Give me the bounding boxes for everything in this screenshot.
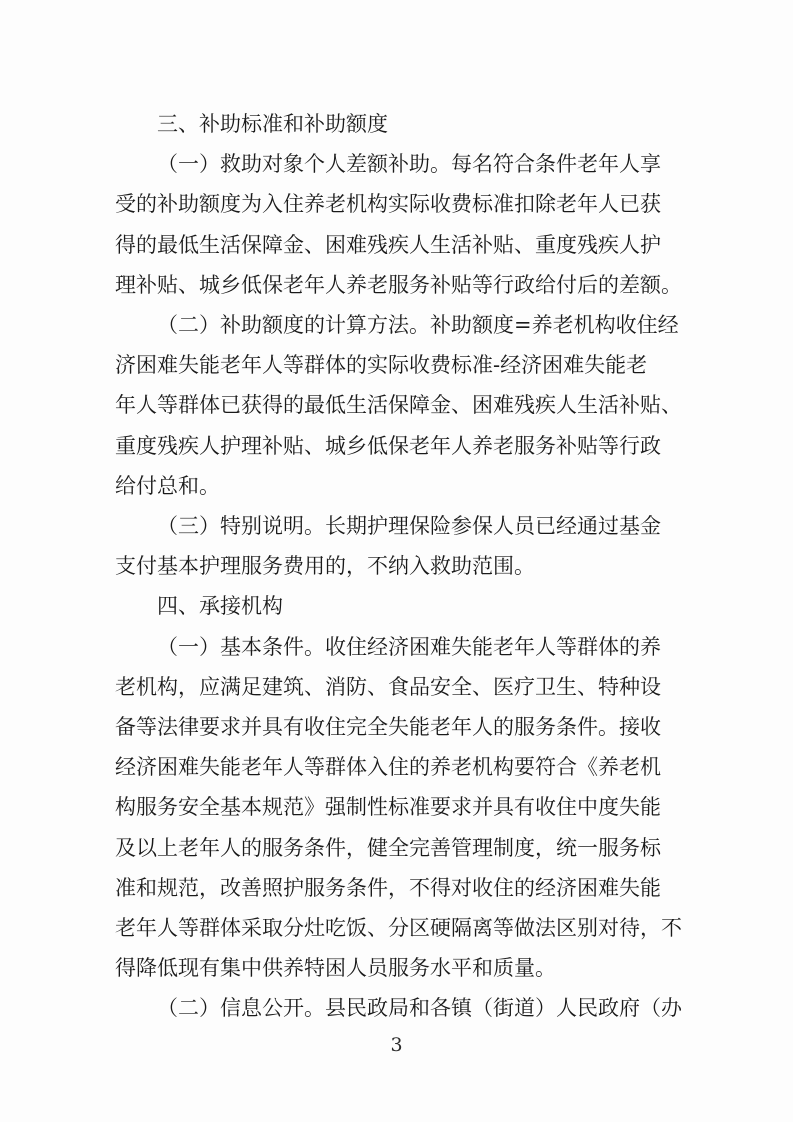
- paragraph-first-line: （一）救助对象个人差额补助。每名符合条件老年人享: [157, 152, 661, 177]
- section-heading: 三、补助标准和补助额度: [157, 112, 388, 136]
- paragraph-line: 给付总和。: [115, 473, 220, 498]
- paragraph-line: 老年人等群体采取分灶吃饭、分区硬隔离等做法区别对待，不: [115, 916, 682, 940]
- paragraph-line: 得的最低生活保障金、困难残疾人生活补贴、重度残疾人护: [115, 232, 661, 257]
- paragraph-line: 年人等群体已获得的最低生活保障金、困难残疾人生活补贴、: [115, 393, 682, 418]
- paragraph-line: 老机构，应满足建筑、消防、食品安全、医疗卫生、特种设: [115, 674, 661, 699]
- paragraph-line: 重度残疾人护理补贴、城乡低保老年人养老服务补贴等行政: [115, 433, 661, 458]
- paragraph-first-line: （三）特别说明。长期护理保险参保人员已经通过基金: [157, 514, 661, 538]
- paragraph-line: 受的补助额度为入住养老机构实际收费标准扣除老年人已获: [115, 192, 661, 217]
- paragraph-line: 备等法律要求并具有收住完全失能老年人的服务条件。接收: [115, 715, 661, 739]
- paragraph-first-line: （二）补助额度的计算方法。补助额度=养老机构收住经: [157, 313, 679, 337]
- page-number: 3: [390, 1034, 403, 1056]
- paragraph-line: 经济困难失能老年人等群体入住的养老机构要符合《养老机: [115, 755, 661, 780]
- paragraph-first-line: （一）基本条件。收住经济困难失能老年人等群体的养: [157, 634, 661, 659]
- paragraph-line: 理补贴、城乡低保老年人养老服务补贴等行政给付后的差额。: [115, 272, 682, 297]
- paragraph-line: 得降低现有集中供养特困人员服务水平和质量。: [115, 956, 556, 981]
- paragraph-line: 支付基本护理服务费用的，不纳入救助范围。: [115, 554, 535, 579]
- paragraph-line: 构服务安全基本规范》强制性标准要求并具有收住中度失能: [115, 795, 661, 820]
- paragraph-first-line: （二）信息公开。县民政局和各镇（街道）人民政府（办: [157, 996, 682, 1021]
- section-heading: 四、承接机构: [157, 594, 283, 619]
- paragraph-line: 济困难失能老年人等群体的实际收费标准-经济困难失能老: [115, 353, 648, 378]
- paragraph-line: 准和规范，改善照护服务条件，不得对收住的经济困难失能: [115, 875, 661, 900]
- paragraph-line: 及以上老年人的服务条件，健全完善管理制度，统一服务标: [115, 835, 661, 860]
